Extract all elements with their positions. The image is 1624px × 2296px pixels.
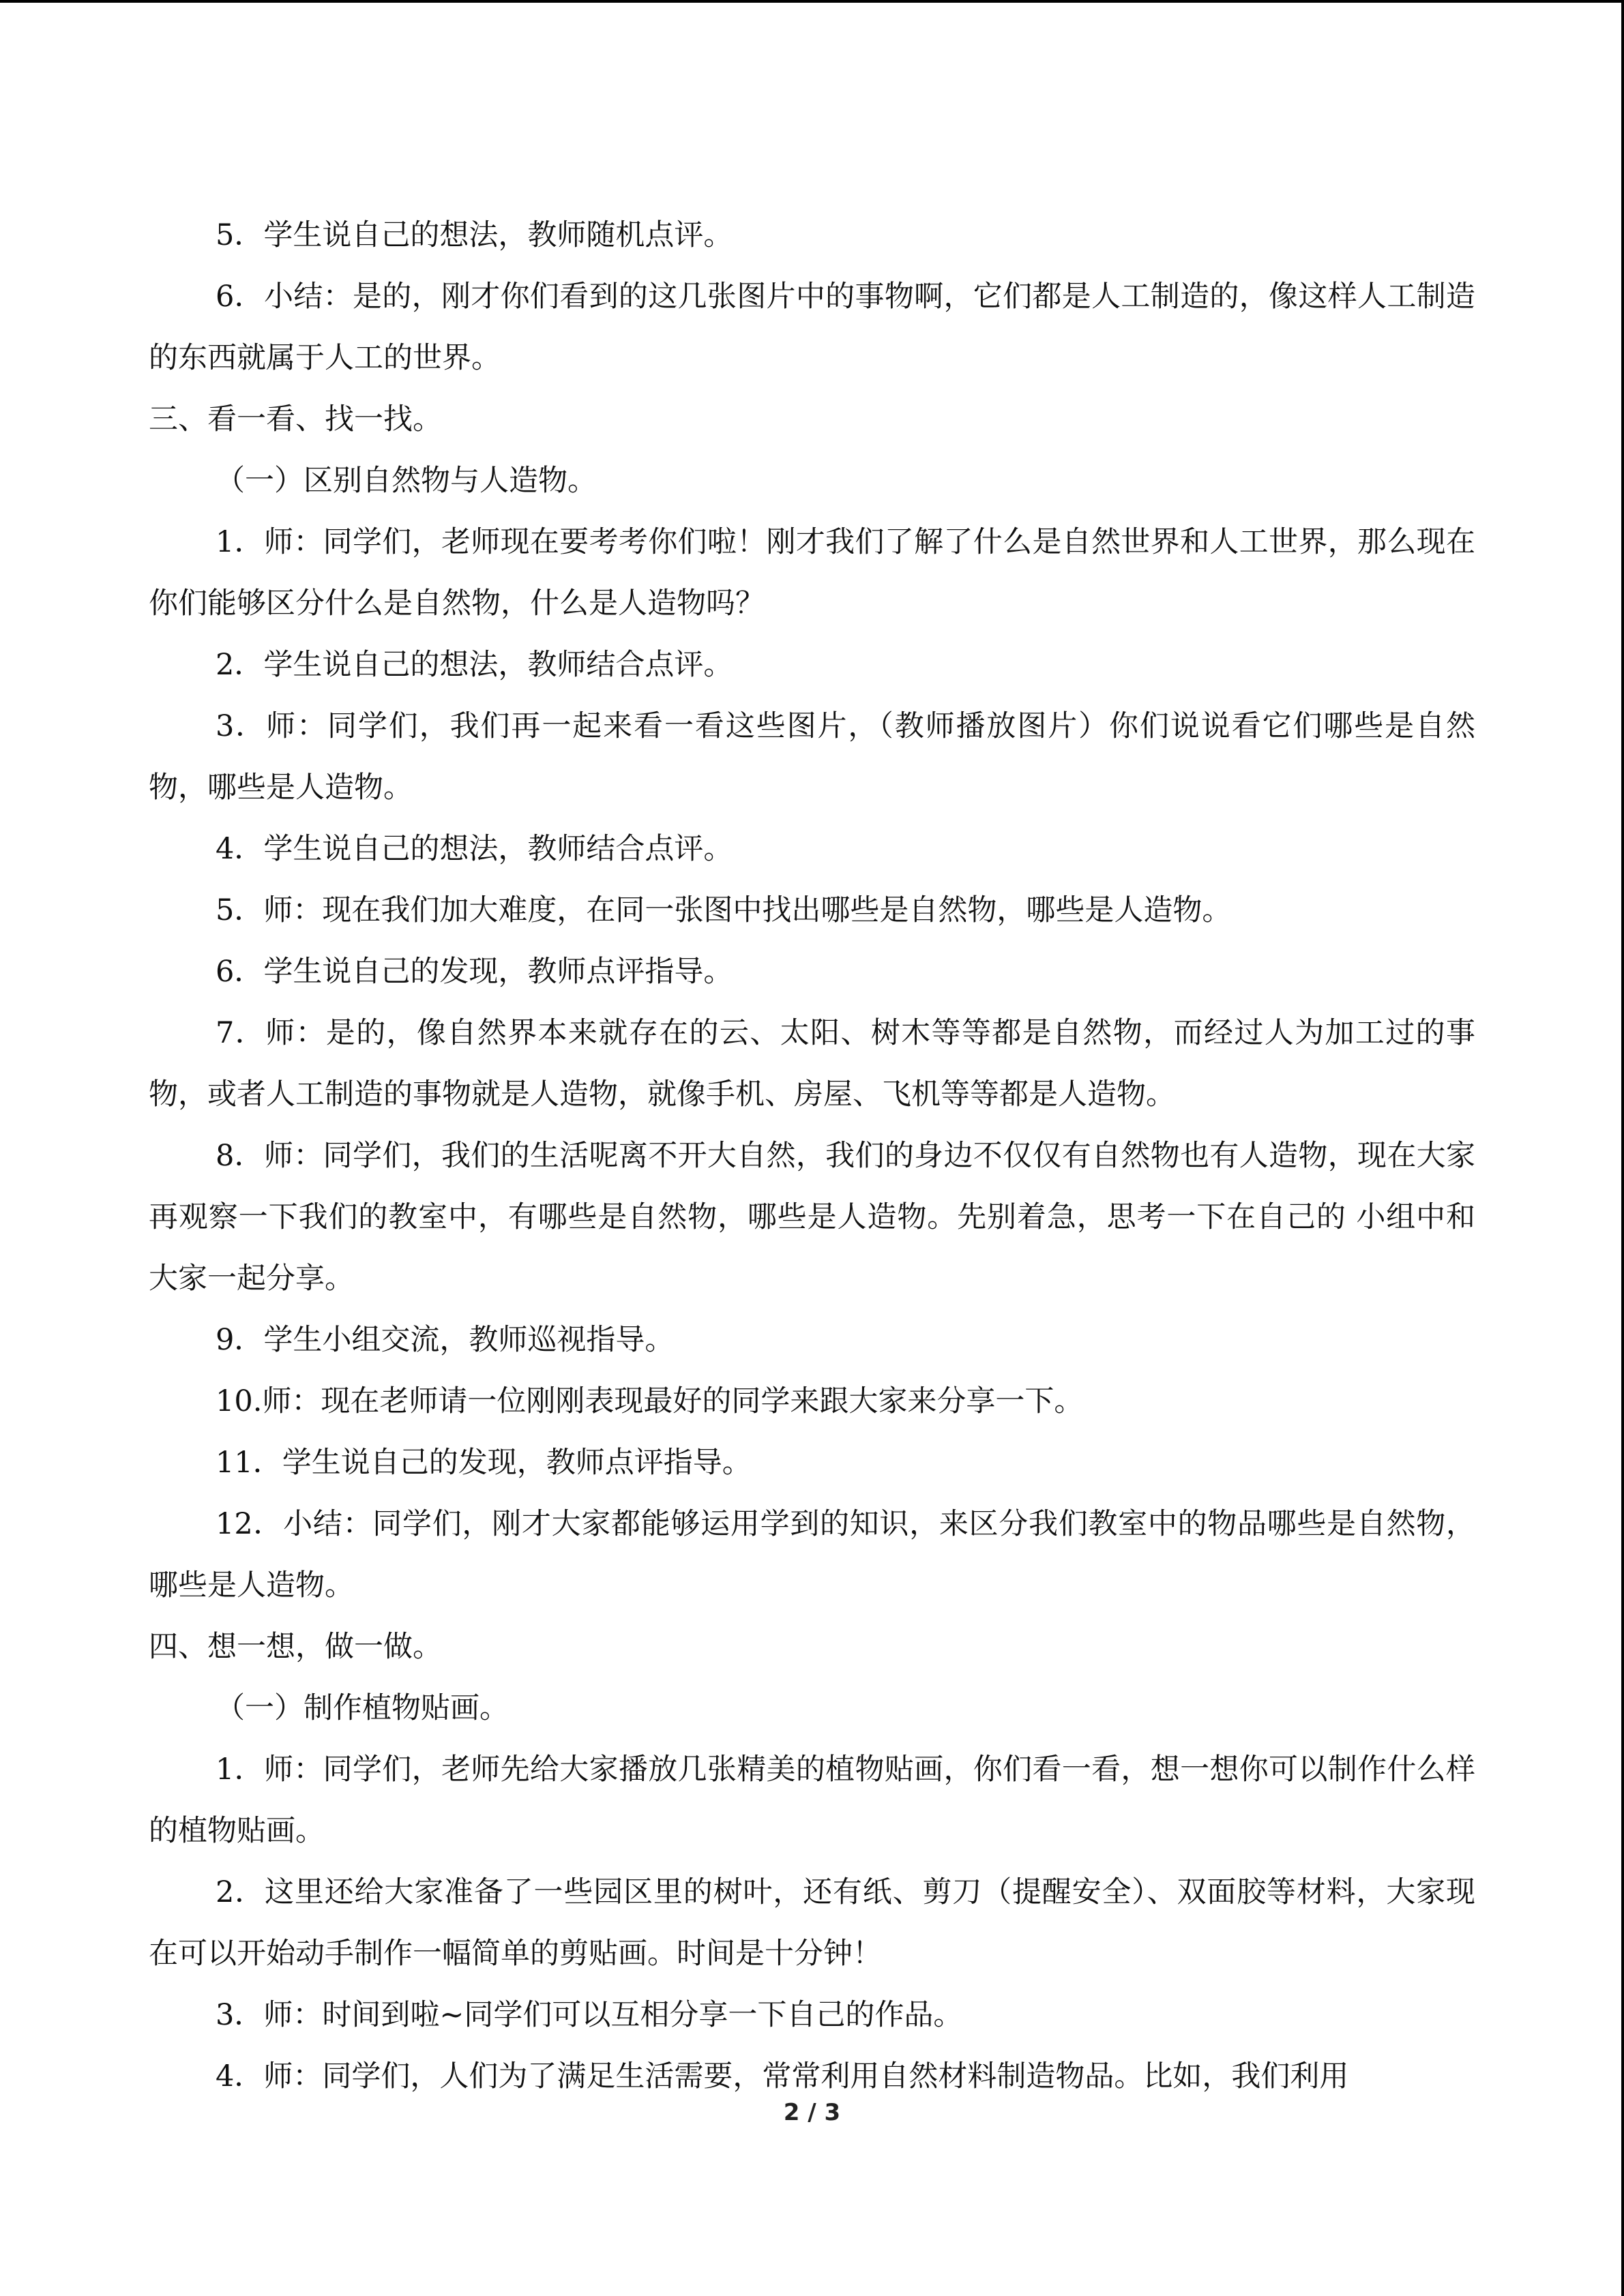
page-number: 2 / 3 bbox=[783, 2099, 841, 2126]
paragraph-4-1-3: 3．师：时间到啦~同学们可以互相分享一下自己的作品。 bbox=[216, 1998, 963, 2032]
paragraph-3-1-11: 11．学生说自己的发现，教师点评指导。 bbox=[216, 1446, 752, 1480]
paragraph-3-1-7: 7．师：是的，像自然界本来就存在的云、太阳、树木等等都是自然物，而经过人为加工过的事物，或者人工制造的事物就是人造物，就像手机、房屋、飞机等等都是人造物。 bbox=[149, 1016, 1475, 1112]
paragraph-3-1-10: 10.师：现在老师请一位刚刚表现最好的同学来跟大家来分享一下。 bbox=[216, 1384, 1084, 1418]
page-right-border bbox=[1621, 0, 1624, 2296]
paragraph-4-1-2: 2．这里还给大家准备了一些园区里的树叶，还有纸、剪刀（提醒安全）、双面胶等材料，大家现在可以开始动手制作一幅简单的剪贴画。时间是十分钟！ bbox=[149, 1875, 1475, 1971]
paragraph-1: 5．学生说自己的想法，教师随机点评。 bbox=[216, 218, 733, 252]
paragraph-3-1-12: 12．小结：同学们，刚才大家都能够运用学到的知识，来区分我们教室中的物品哪些是自然物，哪些是人造物。 bbox=[149, 1507, 1475, 1602]
paragraph-3-1-9: 9．学生小组交流，教师巡视指导。 bbox=[216, 1323, 675, 1357]
paragraph-2: 6．小结：是的，刚才你们看到的这几张图片中的事物啊，它们都是人工制造的，像这样人工制造的东西就属于人工的世界。 bbox=[149, 280, 1475, 375]
paragraph-3-1-1: 1．师：同学们，老师现在要考考你们啦！刚才我们了解了什么是自然世界和人工世界，那么现在你们能够区分什么是自然物，什么是人造物吗？ bbox=[149, 525, 1475, 621]
paragraph-4-1-4: 4．师：同学们，人们为了满足生活需要，常常利用自然材料制造物品。比如，我们利用 bbox=[216, 2059, 1349, 2093]
document-body bbox=[149, 205, 1475, 2107]
paragraph-3-1-2: 2．学生说自己的想法，教师结合点评。 bbox=[216, 648, 733, 682]
paragraph-3-1-6: 6．学生说自己的发现，教师点评指导。 bbox=[216, 955, 733, 989]
subsection-heading-4-1: （一）制作植物贴画。 bbox=[216, 1691, 509, 1725]
section-heading-4: 四、想一想，做一做。 bbox=[149, 1630, 442, 1664]
section-heading-3: 三、看一看、找一找。 bbox=[149, 402, 442, 436]
paragraph-3-1-4: 4．学生说自己的想法，教师结合点评。 bbox=[216, 832, 733, 866]
page-top-border bbox=[0, 0, 1624, 3]
subsection-heading-3-1: （一）区别自然物与人造物。 bbox=[216, 464, 597, 498]
paragraph-4-1-1: 1．师：同学们，老师先给大家播放几张精美的植物贴画，你们看一看，想一想你可以制作什么样的植物贴画。 bbox=[149, 1753, 1475, 1848]
paragraph-3-1-8: 8．师：同学们，我们的生活呢离不开大自然，我们的身边不仅仅有自然物也有人造物，现在大家再观察一下我们的教室中，有哪些是自然物，哪些是人造物。先别着急，思考一下在自己的 小组中和大家一起分享。 bbox=[149, 1139, 1475, 1296]
paragraph-3-1-3: 3．师：同学们，我们再一起来看一看这些图片，（教师播放图片）你们说说看它们哪些是自然物，哪些是人造物。 bbox=[149, 709, 1475, 805]
paragraph-3-1-5: 5．师：现在我们加大难度，在同一张图中找出哪些是自然物，哪些是人造物。 bbox=[216, 893, 1232, 927]
